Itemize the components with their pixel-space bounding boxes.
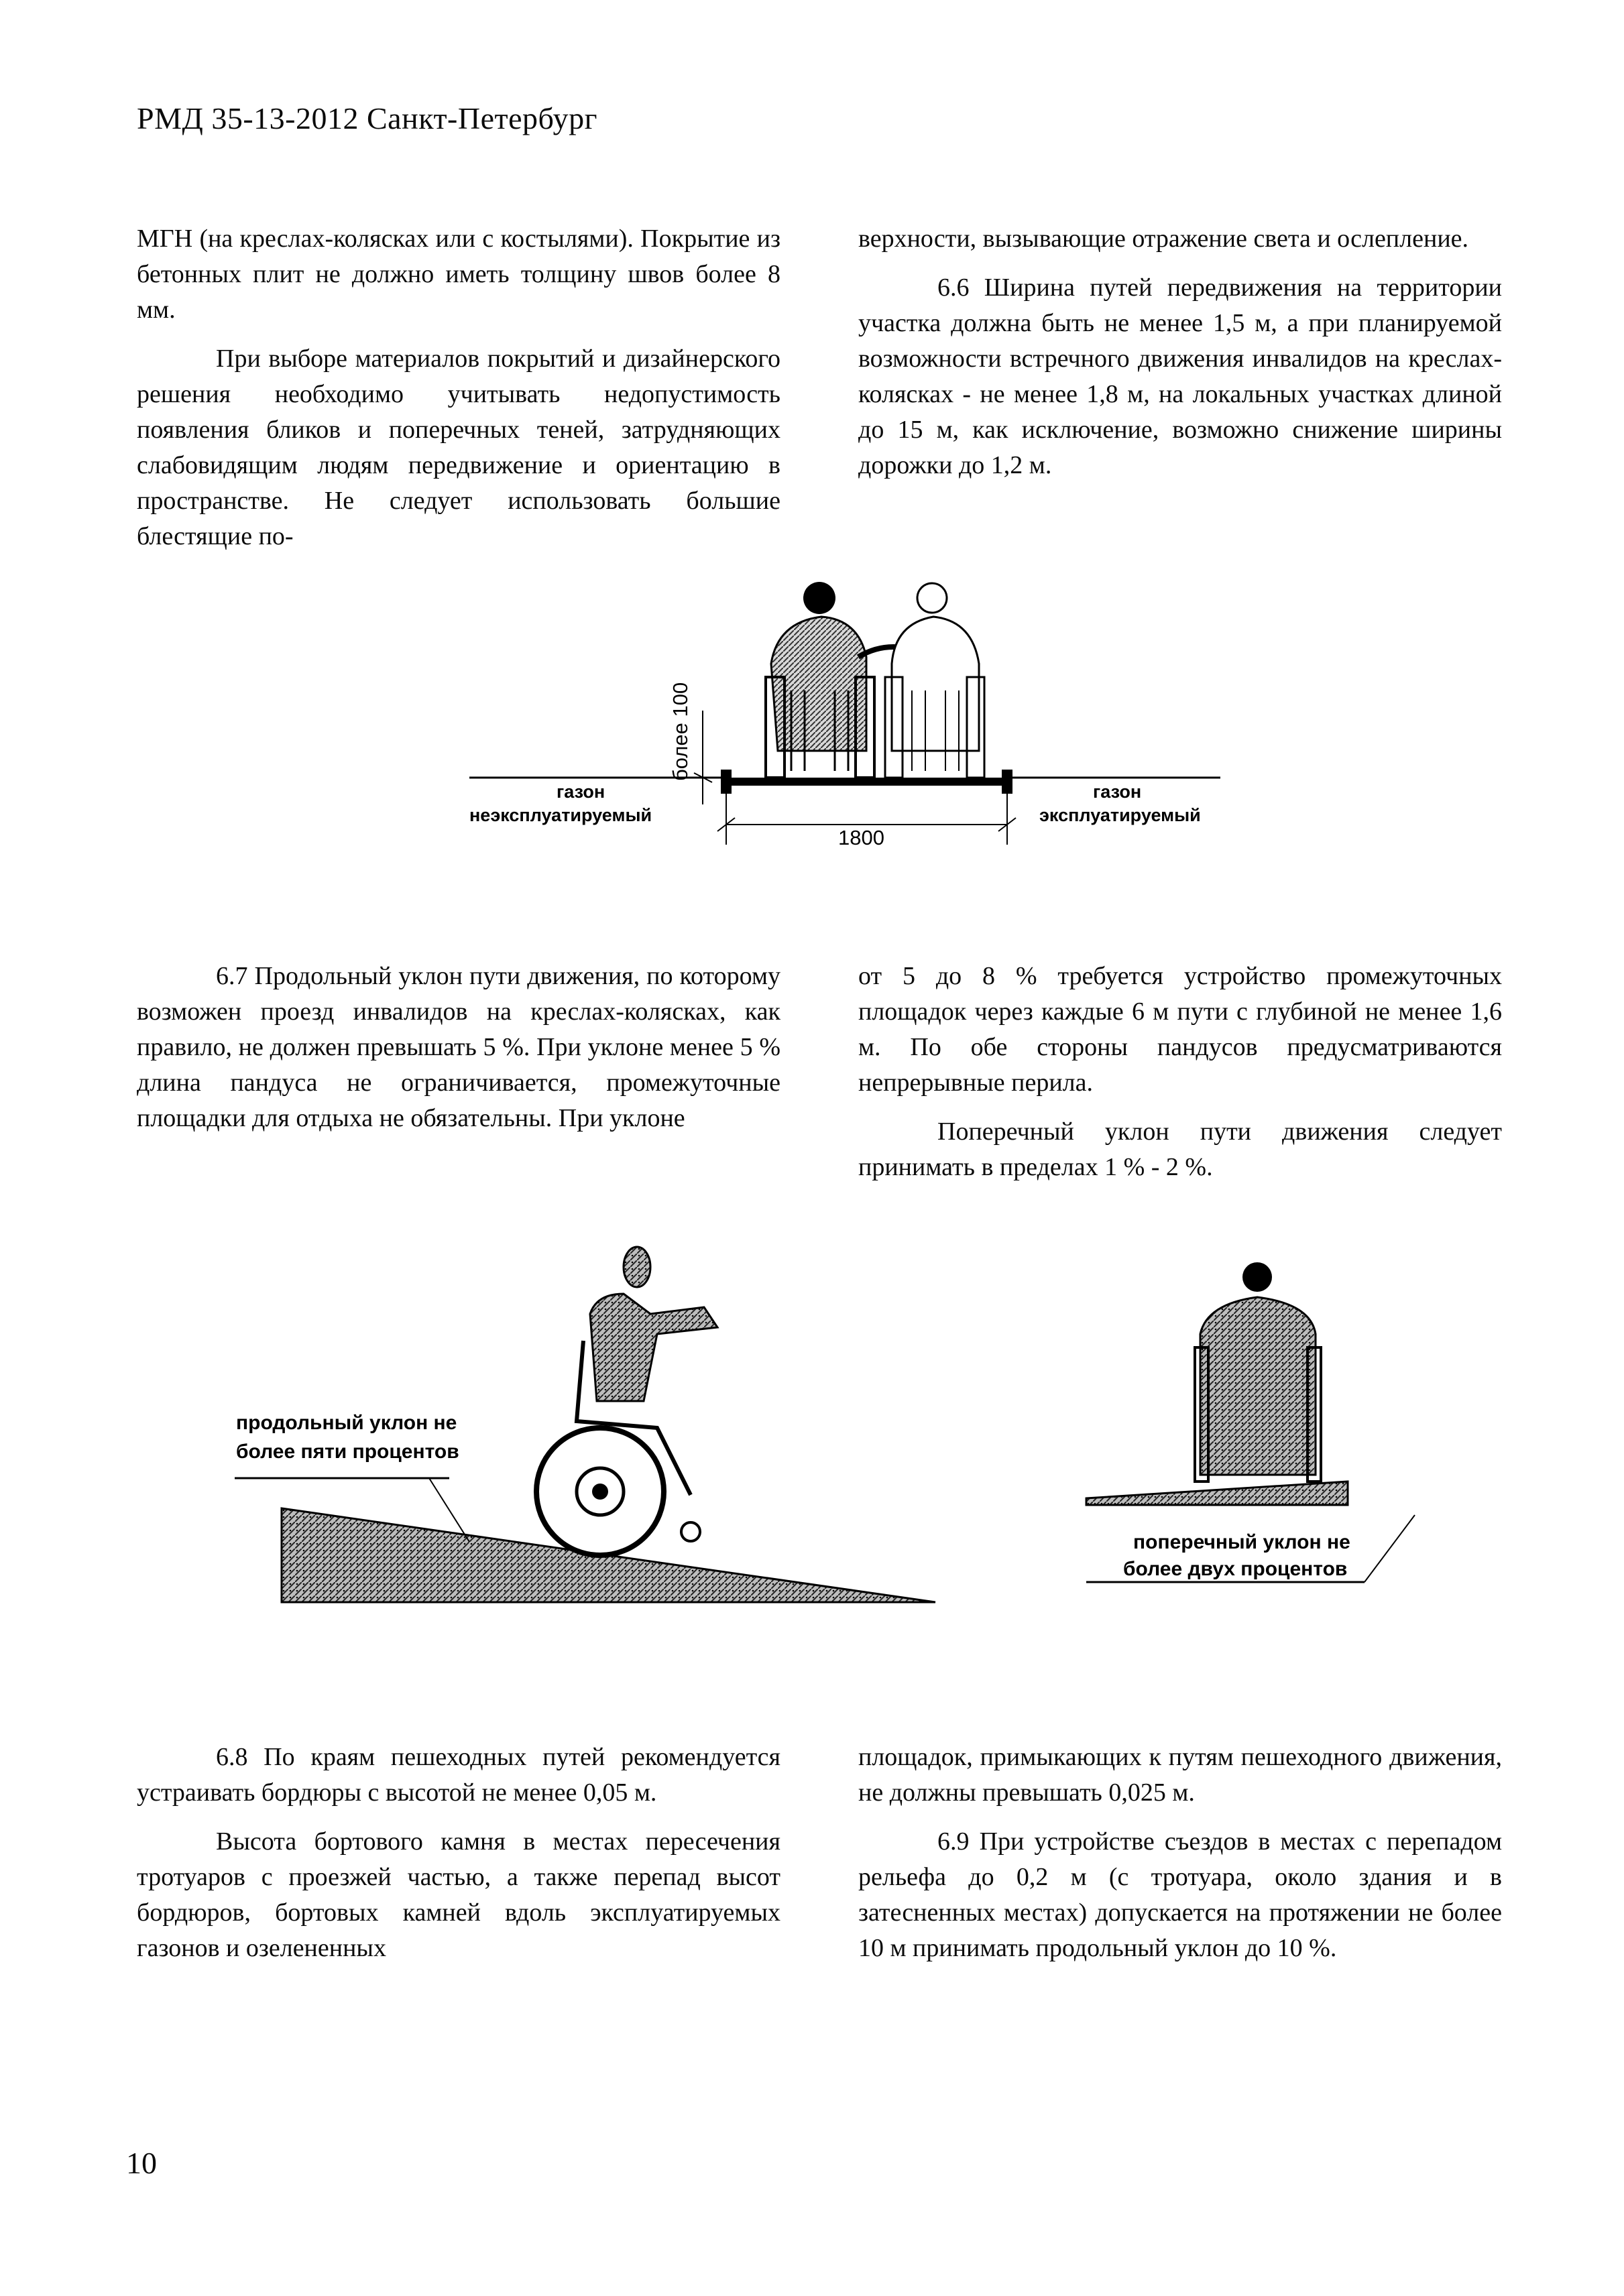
dimension-height-label: более 100 [669, 682, 692, 781]
paragraph: 6.9 При устройстве съездов в местах с перепадом рельефа до 0,2 м (с тротуара, около здания и в затесненных местах) допускается на протяжении не более 10 м принимать продольный уклон до 10 %. [858, 1827, 1502, 1962]
text-column-a-right [858, 221, 1502, 497]
paragraph: от 5 до 8 % требуется устройство промежуточных площадок через каждые 6 м пути с глубиной не менее 1,6 м. По обе стороны пандусов предусматриваются непрерывные перила. [858, 962, 1502, 1097]
longitudinal-slope-label: продольный уклон не [236, 1412, 457, 1434]
lawn-left-sublabel: неэксплуатируемый [469, 805, 652, 825]
lawn-right-label: газон [1093, 782, 1142, 802]
page-number: 10 [126, 2146, 157, 2180]
paragraph: При выборе материалов покрытий и дизайнерского решения необходимо учитывать недопустимость появления бликов и поперечных теней, затрудняющих слабовидящим людям передвижение и ориентацию в пространстве. Не следует использовать большие блестящие по- [137, 345, 780, 550]
paragraph: 6.6 Ширина путей передвижения на территории участка должна быть не менее 1,5 м, а при планируемой возможности встречного движения инвалидов на креслах-колясках - не менее 1,8 м, на локальных участках длиной до 15 м, как исключение, возможно снижение ширины дорожки до 1,2 м. [858, 274, 1502, 479]
dimension-width-label: 1800 [838, 826, 884, 849]
lawn-right-sublabel: эксплуатируемый [1039, 805, 1201, 825]
text-column-b-left [137, 959, 780, 1150]
paragraph: МГН (на креслах-колясках или с костылями). Покрытие из бетонных плит не должно иметь толщину швов более 8 мм. [137, 225, 780, 324]
figure-path-width [456, 577, 1234, 871]
figure-slopes [221, 1227, 1468, 1629]
text-column-c-right [858, 1740, 1502, 1980]
wheelchair-user-outline-icon [885, 583, 984, 778]
paragraph: верхности, вызывающие отражение света и ослепление. [858, 225, 1469, 253]
paragraph: площадок, примыкающих к путям пешеходного движения, не должны превышать 0,025 м. [858, 1743, 1502, 1807]
wheelchair-user-pointing-icon [536, 1247, 717, 1555]
paragraph: Высота бортового камня в местах пересечения тротуаров с проезжей частью, а также перепад высот бордюров, бортовых камней вдоль эксплуатируемых газонов и озелененных [137, 1827, 780, 1962]
transverse-slope-label: поперечный уклон не [1133, 1531, 1350, 1553]
transverse-ramp-icon [1086, 1482, 1348, 1505]
longitudinal-slope-sublabel: более пяти процентов [236, 1441, 459, 1463]
text-column-b-right [858, 959, 1502, 1199]
paragraph: 6.8 По краям пешеходных путей рекомендуется устраивать бордюры с высотой не менее 0,05 м. [137, 1743, 780, 1807]
lawn-left-label: газон [557, 782, 605, 802]
wheelchair-user-front-icon [1195, 1262, 1321, 1482]
transverse-slope-sublabel: более двух процентов [1123, 1558, 1348, 1580]
running-header: РМД 35-13-2012 Санкт-Петербург [137, 101, 598, 135]
text-column-c-left [137, 1740, 780, 1980]
paragraph: Поперечный уклон пути движения следует принимать в пределах 1 % - 2 %. [858, 1117, 1502, 1181]
paragraph: 6.7 Продольный уклон пути движения, по которому возможен проезд инвалидов на креслах-колясках, как правило, не должен превышать 5 %. При уклоне менее 5 % длина пандуса не ограничивается, промежуточные площадки для отдыха не обязательны. При уклоне [137, 962, 780, 1132]
text-column-a-left [137, 221, 780, 568]
